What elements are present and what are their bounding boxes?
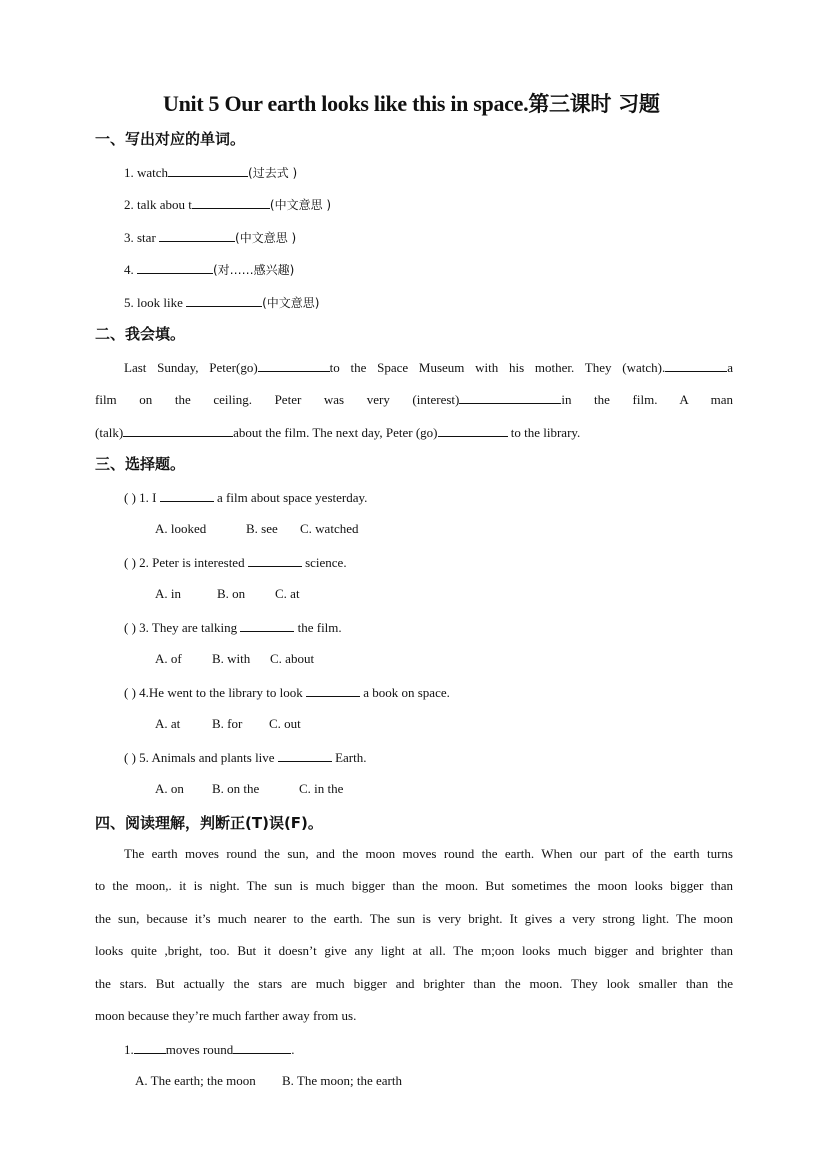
passage-line-5: the stars. But actually the stars are much bigger and brighter than the moon. They look smaller than the <box>95 976 733 991</box>
answer-blank[interactable] <box>459 391 561 404</box>
answer-blank[interactable] <box>168 164 248 177</box>
option-a[interactable]: A. on <box>155 781 184 796</box>
answer-blank[interactable] <box>665 359 727 372</box>
page-title <box>163 88 660 118</box>
question-5-options <box>155 781 343 797</box>
section-4-heading: 四、阅读理解，判断正(T)误(F)。 <box>95 814 323 832</box>
vocab-item-4: 4. (对……感兴趣) <box>124 262 295 277</box>
option-a[interactable]: A. in <box>155 586 181 601</box>
answer-blank[interactable] <box>123 424 233 437</box>
passage-line-4: looks quite ,bright, too. But it doesn’t give any light at all. The m;oon looks much bigger and brighter than <box>95 943 733 958</box>
question-1-options <box>155 521 358 537</box>
question-2-options <box>155 586 300 602</box>
question-4: ( ) 4.He went to the library to look a book on space. <box>124 685 450 700</box>
option-c[interactable]: C. watched <box>300 521 359 536</box>
option-b[interactable]: B. see <box>246 521 278 536</box>
passage-line-3: the sun, because it’s much nearer to the earth. The sun is very bright. It gives a very strong light. The moon <box>95 911 733 926</box>
fill-line-3: (talk) about the film. The next day, Peter (go) to the library. <box>95 425 581 440</box>
answer-blank[interactable] <box>159 229 235 242</box>
question-4-options <box>155 716 301 732</box>
option-b[interactable]: B. The moon; the earth <box>282 1073 402 1088</box>
option-b[interactable]: B. for <box>212 716 243 731</box>
option-c[interactable]: C. at <box>275 586 300 601</box>
option-c[interactable]: C. in the <box>299 781 344 796</box>
answer-blank[interactable] <box>134 1041 166 1054</box>
answer-blank[interactable] <box>438 424 508 437</box>
reading-question-1-options <box>135 1073 402 1089</box>
answer-blank[interactable] <box>160 489 214 502</box>
option-b[interactable]: B. with <box>212 651 251 666</box>
option-c[interactable]: C. out <box>269 716 301 731</box>
section-1-heading: 一、写出对应的单词。 <box>95 130 246 148</box>
option-c[interactable]: C. about <box>270 651 315 666</box>
option-a[interactable]: A. of <box>155 651 182 666</box>
answer-blank[interactable] <box>306 684 360 697</box>
option-b[interactable]: B. on the <box>212 781 260 796</box>
passage-line-6: moon because they’re much farther away from us. <box>95 1008 357 1023</box>
question-3: ( ) 3. They are talking the film. <box>124 620 342 635</box>
question-1: ( ) 1. I a film about space yesterday. <box>124 490 368 505</box>
answer-blank[interactable] <box>192 196 270 209</box>
answer-blank[interactable] <box>137 261 213 274</box>
question-2: ( ) 2. Peter is interested science. <box>124 555 347 570</box>
answer-blank[interactable] <box>258 359 330 372</box>
passage-line-2: to the moon,. it is night. The sun is much bigger than the moon. But sometimes the moon looks bigger than <box>95 878 733 893</box>
vocab-item-2: 2. talk abou t (中文意思 ) <box>124 197 332 212</box>
title-chinese: 第三课时 习题 <box>528 92 660 116</box>
reading-question-1: 1. moves round . <box>124 1042 295 1057</box>
vocab-item-3: 3. star (中文意思 ) <box>124 230 297 245</box>
answer-blank[interactable] <box>278 749 332 762</box>
option-a[interactable]: A. at <box>155 716 181 731</box>
vocab-item-5: 5. look like (中文意思) <box>124 295 320 310</box>
answer-blank[interactable] <box>186 294 262 307</box>
option-b[interactable]: B. on <box>217 586 246 601</box>
fill-line-2: film on the ceiling. Peter was very (interest) in the film. A man <box>95 392 733 407</box>
answer-blank[interactable] <box>240 619 294 632</box>
answer-blank[interactable] <box>233 1041 291 1054</box>
option-a[interactable]: A. looked <box>155 521 207 536</box>
section-3-heading: 三、选择题。 <box>95 455 186 473</box>
fill-line-1: Last Sunday, Peter(go) to the Space Museum with his mother. They (watch). a <box>124 360 733 375</box>
passage-line-1: The earth moves round the sun, and the moon moves round the earth. When our part of the earth turns <box>124 846 733 861</box>
answer-blank[interactable] <box>248 554 302 567</box>
section-2-heading: 二、我会填。 <box>95 325 186 343</box>
question-5: ( ) 5. Animals and plants live Earth. <box>124 750 367 765</box>
option-a[interactable]: A. The earth; the moon <box>135 1073 256 1088</box>
title-english: Unit 5 Our earth looks like this in space. <box>163 91 529 116</box>
question-3-options <box>155 651 314 667</box>
vocab-item-1: 1. watch (过去式 ) <box>124 165 298 180</box>
